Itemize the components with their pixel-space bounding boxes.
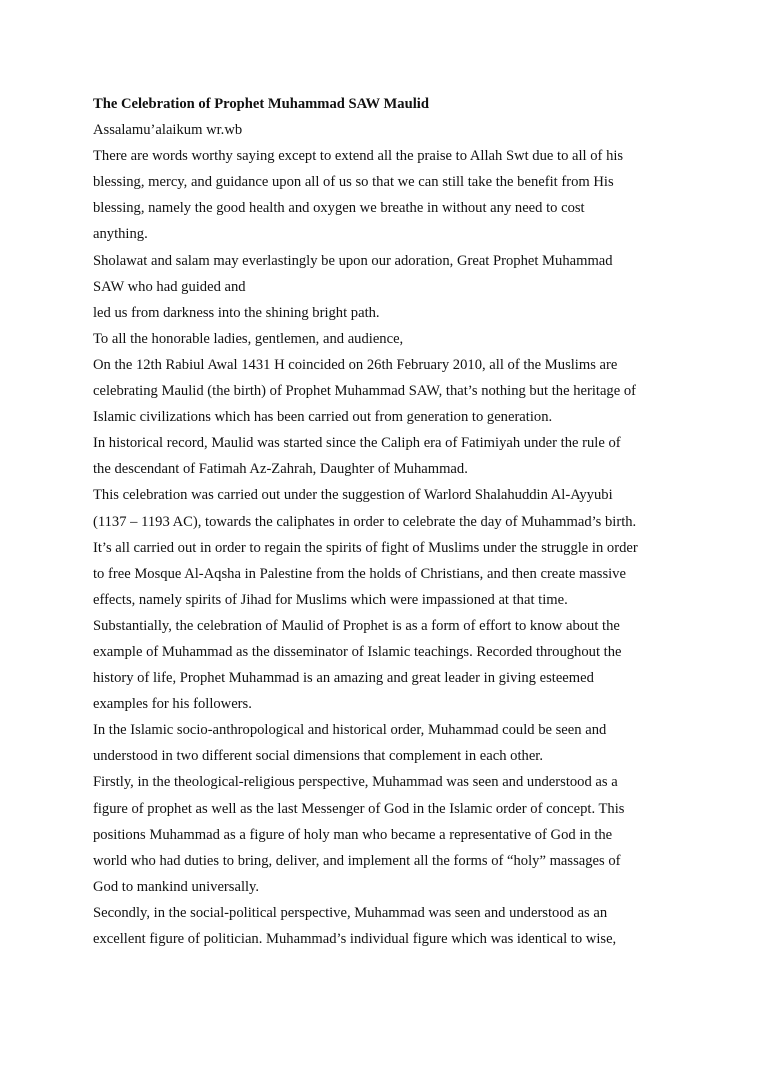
document-body bbox=[93, 91, 693, 952]
text-line: This celebration was carried out under the suggestion of Warlord Shalahuddin Al-Ayyubi bbox=[93, 487, 613, 504]
text-line: world who had duties to bring, deliver, and implement all the forms of “holy” massages of bbox=[93, 852, 621, 869]
text-line: led us from darkness into the shining bright path. bbox=[93, 304, 380, 321]
text-line: In the Islamic socio-anthropological and historical order, Muhammad could be seen and bbox=[93, 722, 607, 739]
text-line: to free Mosque Al-Aqsha in Palestine from the holds of Christians, and then create massive bbox=[93, 565, 626, 582]
text-line: history of life, Prophet Muhammad is an amazing and great leader in giving esteemed bbox=[93, 670, 594, 687]
text-line: To all the honorable ladies, gentlemen, and audience, bbox=[93, 330, 404, 347]
text-line: positions Muhammad as a figure of holy man who became a representative of God in the bbox=[93, 826, 613, 843]
text-line: examples for his followers. bbox=[93, 696, 252, 713]
document-title: The Celebration of Prophet Muhammad SAW Maulid bbox=[93, 96, 429, 112]
text-line: Sholawat and salam may everlastingly be upon our adoration, Great Prophet Muhammad bbox=[93, 252, 613, 269]
text-line: In historical record, Maulid was started since the Caliph era of Fatimiyah under the rule of bbox=[93, 435, 621, 452]
text-line: anything. bbox=[93, 226, 148, 243]
text-line: It’s all carried out in order to regain the spirits of fight of Muslims under the struggle in order bbox=[93, 539, 638, 556]
text-line: God to mankind universally. bbox=[93, 878, 260, 895]
text-line: Secondly, in the social-political perspective, Muhammad was seen and understood as an bbox=[93, 904, 608, 921]
text-line: blessing, mercy, and guidance upon all of us so that we can still take the benefit from His bbox=[93, 174, 614, 191]
text-line: figure of prophet as well as the last Messenger of God in the Islamic order of concept. This bbox=[93, 800, 625, 817]
text-line: Firstly, in the theological-religious perspective, Muhammad was seen and understood as a bbox=[93, 774, 618, 791]
text-line: Substantially, the celebration of Maulid of Prophet is as a form of effort to know about the bbox=[93, 617, 620, 634]
text-line: Islamic civilizations which has been carried out from generation to generation. bbox=[93, 409, 553, 426]
text-line: understood in two different social dimensions that complement in each other. bbox=[93, 748, 544, 765]
text-line: Assalamu’alaikum wr.wb bbox=[93, 122, 243, 139]
text-line: the descendant of Fatimah Az-Zahrah, Daughter of Muhammad. bbox=[93, 461, 468, 478]
text-line: excellent figure of politician. Muhammad’s individual figure which was identical to wise, bbox=[93, 931, 617, 947]
text-line: celebrating Maulid (the birth) of Prophet Muhammad SAW, that’s nothing but the heritage of bbox=[93, 383, 637, 400]
text-line: example of Muhammad as the disseminator of Islamic teachings. Recorded throughout the bbox=[93, 643, 622, 660]
text-line: There are words worthy saying except to extend all the praise to Allah Swt due to all of his bbox=[93, 148, 624, 165]
text-line: On the 12th Rabiul Awal 1431 H coincided on 26th February 2010, all of the Muslims are bbox=[93, 356, 618, 373]
text-line: effects, namely spirits of Jihad for Muslims which were impassioned at that time. bbox=[93, 591, 568, 608]
text-line: (1137 – 1193 AC), towards the caliphates in order to celebrate the day of Muhammad’s birth. bbox=[93, 513, 637, 530]
text-line: SAW who had guided and bbox=[93, 278, 246, 295]
text-line: blessing, namely the good health and oxygen we breathe in without any need to cost bbox=[93, 200, 585, 217]
